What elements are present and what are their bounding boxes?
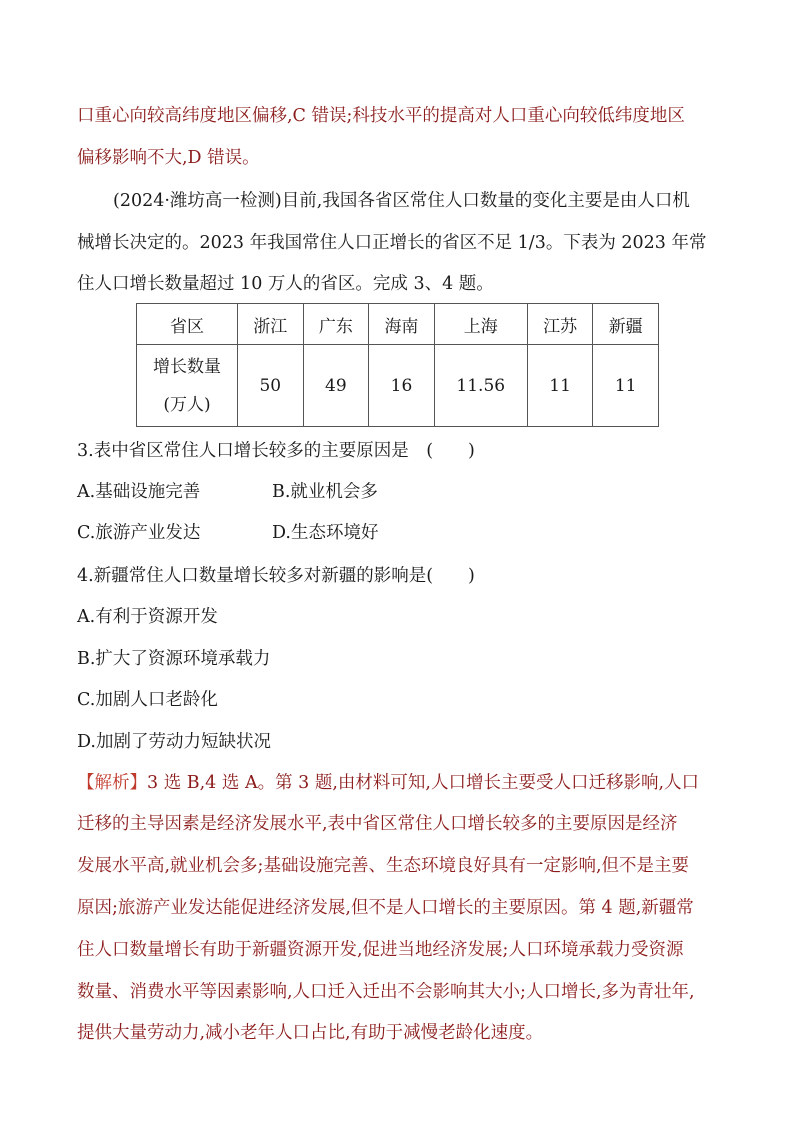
table-header-cell: 浙江: [238, 304, 304, 345]
table-cell: 11.56: [434, 345, 527, 427]
text-line: 住人口增长数量超过 10 万人的省区。完成 3、4 题。: [77, 274, 494, 294]
text-line: 数量、消费水平等因素影响,人口迁入迁出不会影响其大小;人口增长,多为青壮年,: [77, 982, 695, 1002]
text-line: 提供大量劳动力,减小老年人口占比,有助于减慢老龄化速度。: [77, 1023, 544, 1043]
table-cell: 49: [303, 345, 369, 427]
text-line: 住人口数量增长有助于新疆资源开发,促进当地经济发展;人口环境承载力受资源: [77, 940, 684, 960]
text-line: 偏移影响不大,D 错误。: [77, 148, 260, 168]
text-line: (2024·潍坊高一检测)目前,我国各省区常住人口数量的变化主要是由人口机: [113, 191, 690, 211]
option-c: C.加剧人口老龄化: [77, 690, 218, 710]
text-line: 原因;旅游产业发达能促进经济发展,但不是人口增长的主要原因。第 4 题,新疆常: [77, 898, 694, 918]
analysis-label: 【解析】: [77, 773, 147, 793]
option-b: B.就业机会多: [272, 482, 378, 502]
option-d: D.加剧了劳动力短缺状况: [77, 732, 271, 752]
table-header-cell: 广东: [303, 304, 369, 345]
row-label-line: 增长数量: [153, 356, 221, 377]
option-d: D.生态环境好: [272, 523, 379, 543]
table-header-cell: 海南: [369, 304, 435, 345]
option-a: A.有利于资源开发: [77, 607, 218, 627]
option-b: B.扩大了资源环境承载力: [77, 649, 271, 669]
text-line: [77, 772, 699, 794]
option-a: A.基础设施完善: [77, 482, 201, 502]
table-cell: 11: [527, 345, 593, 427]
text-line: 口重心向较高纬度地区偏移,C 错误;科技水平的提高对人口重心向较低纬度地区: [77, 106, 685, 126]
table-cell: 11: [593, 345, 659, 427]
question-stem: 3.表中省区常住人口增长较多的主要原因是 ( ): [77, 441, 475, 461]
text-line: 械增长决定的。2023 年我国常住人口正增长的省区不足 1/3。下表为 2023 年常: [77, 233, 707, 253]
table-header-cell: 省区: [137, 304, 238, 345]
question-stem: 4.新疆常住人口数量增长较多对新疆的影响是( ): [77, 566, 475, 586]
row-label-cell: [137, 345, 238, 427]
table-row: [137, 345, 659, 427]
table-header-cell: 上海: [434, 304, 527, 345]
text-line: 迁移的主导因素是经济发展水平,表中省区常住人口增长较多的主要原因是经济: [77, 814, 678, 834]
row-label-line: (万人): [163, 394, 211, 415]
option-c: C.旅游产业发达: [77, 523, 201, 543]
table-header-cell: 新疆: [593, 304, 659, 345]
analysis-text: 3 选 B,4 选 A。第 3 题,由材料可知,人口增长主要受人口迁移影响,人口: [147, 773, 700, 793]
text-line: 发展水平高,就业机会多;基础设施完善、生态环境良好具有一定影响,但不是主要: [77, 856, 690, 876]
table-header-cell: 江苏: [527, 304, 593, 345]
population-table: [136, 303, 659, 427]
table-cell: 50: [238, 345, 304, 427]
table-header-row: [137, 304, 659, 345]
table-cell: 16: [369, 345, 435, 427]
